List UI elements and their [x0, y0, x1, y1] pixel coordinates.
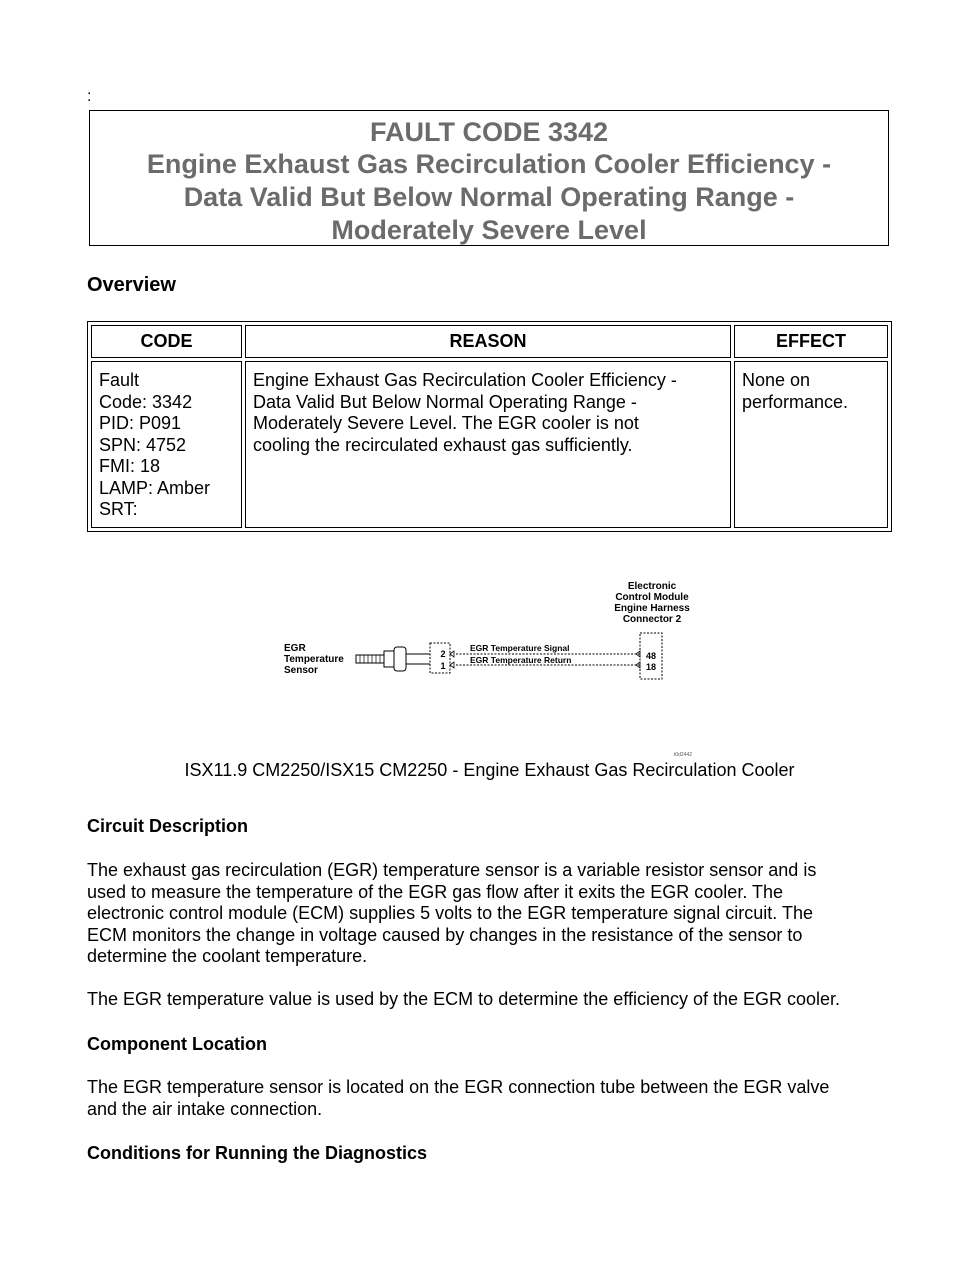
- sensor-connector: [430, 643, 454, 673]
- sensor-pin-1: 1: [440, 661, 446, 671]
- component-location-paragraph: [87, 1077, 897, 1120]
- sensor-label-line: EGR: [284, 643, 306, 654]
- ecm-pin-48: 48: [645, 651, 657, 661]
- circuit-description-paragraph: [87, 860, 897, 968]
- text-line: and the air intake connection.: [87, 1098, 323, 1119]
- reason-line: Moderately Severe Level. The EGR cooler is not: [253, 413, 639, 433]
- effect-cell: [734, 361, 888, 528]
- sensor-body: [356, 647, 430, 671]
- header-code: CODE: [91, 325, 242, 358]
- code-line: Code: 3342: [99, 391, 193, 412]
- component-location-heading: Component Location: [87, 1034, 267, 1054]
- effect-line: None on: [742, 370, 811, 390]
- overview-table: [87, 321, 892, 532]
- table-header-row: [91, 325, 888, 358]
- fault-title-line-3: Data Valid But Below Normal Operating Range -: [183, 182, 795, 212]
- code-line: SPN: 4752: [99, 434, 187, 455]
- text-line: used to measure the temperature of the EGR gas flow after it exits the EGR cooler. The: [87, 881, 784, 902]
- code-line: Fault: [99, 370, 140, 390]
- ecm-label-line: Connector 2: [622, 614, 682, 625]
- code-line: PID: P091: [99, 413, 182, 433]
- code-line: LAMP: Amber: [99, 477, 211, 498]
- header-reason: REASON: [245, 325, 731, 358]
- signal-wire-label: EGR Temperature Signal: [470, 643, 570, 653]
- sensor-label-line: Sensor: [284, 665, 318, 676]
- table-row: [91, 361, 888, 528]
- ecm-pin-18: 18: [645, 662, 657, 672]
- fault-title-box: [89, 110, 889, 246]
- reason-line: Data Valid But Below Normal Operating Range -: [253, 391, 637, 412]
- fault-title-line-4: Moderately Severe Level: [331, 215, 647, 245]
- page-prefix: :: [87, 88, 92, 105]
- circuit-description-paragraph-2: The EGR temperature value is used by the ECM to determine the efficiency of the EGR cooler.: [87, 989, 841, 1009]
- text-line: The exhaust gas recirculation (EGR) temperature sensor is a variable resistor sensor and is: [87, 860, 817, 880]
- effect-line: performance.: [742, 391, 849, 412]
- wiring-diagram: [280, 575, 710, 765]
- conditions-heading: Conditions for Running the Diagnostics: [87, 1143, 427, 1163]
- sensor-pin-2: 2: [440, 649, 446, 659]
- overview-heading: Overview: [87, 274, 176, 296]
- reason-cell: [245, 361, 731, 528]
- text-line: The EGR temperature sensor is located on the EGR connection tube between the EGR valve: [87, 1077, 830, 1097]
- fault-title-line-2: Engine Exhaust Gas Recirculation Cooler Efficiency -: [146, 149, 832, 179]
- text-line: determine the coolant temperature.: [87, 946, 368, 967]
- header-effect: EFFECT: [734, 325, 888, 358]
- circuit-description-heading: Circuit Description: [87, 816, 249, 836]
- ecm-label-line: Engine Harness: [614, 603, 690, 614]
- return-wire-label: EGR Temperature Return: [470, 655, 572, 665]
- code-line: FMI: 18: [99, 456, 161, 476]
- figure-caption: ISX11.9 CM2250/ISX15 CM2250 - Engine Exhaust Gas Recirculation Cooler: [184, 760, 795, 780]
- figure-id: t0d2442: [673, 752, 693, 758]
- sensor-label-line: Temperature: [284, 654, 344, 665]
- ecm-label-line: Electronic: [627, 581, 677, 592]
- code-line: SRT:: [99, 499, 138, 519]
- reason-line: cooling the recirculated exhaust gas sufficiently.: [253, 434, 633, 455]
- text-line: ECM monitors the change in voltage caused by changes in the resistance of the sensor to: [87, 924, 803, 945]
- ecm-label-line: Control Module: [615, 592, 689, 603]
- reason-line: Engine Exhaust Gas Recirculation Cooler Efficiency -: [253, 370, 677, 390]
- code-cell: [91, 361, 242, 528]
- ecm-connector: [636, 633, 662, 679]
- fault-code-title: FAULT CODE 3342: [369, 117, 609, 147]
- text-line: electronic control module (ECM) supplies 5 volts to the EGR temperature signal circuit. The: [87, 903, 813, 924]
